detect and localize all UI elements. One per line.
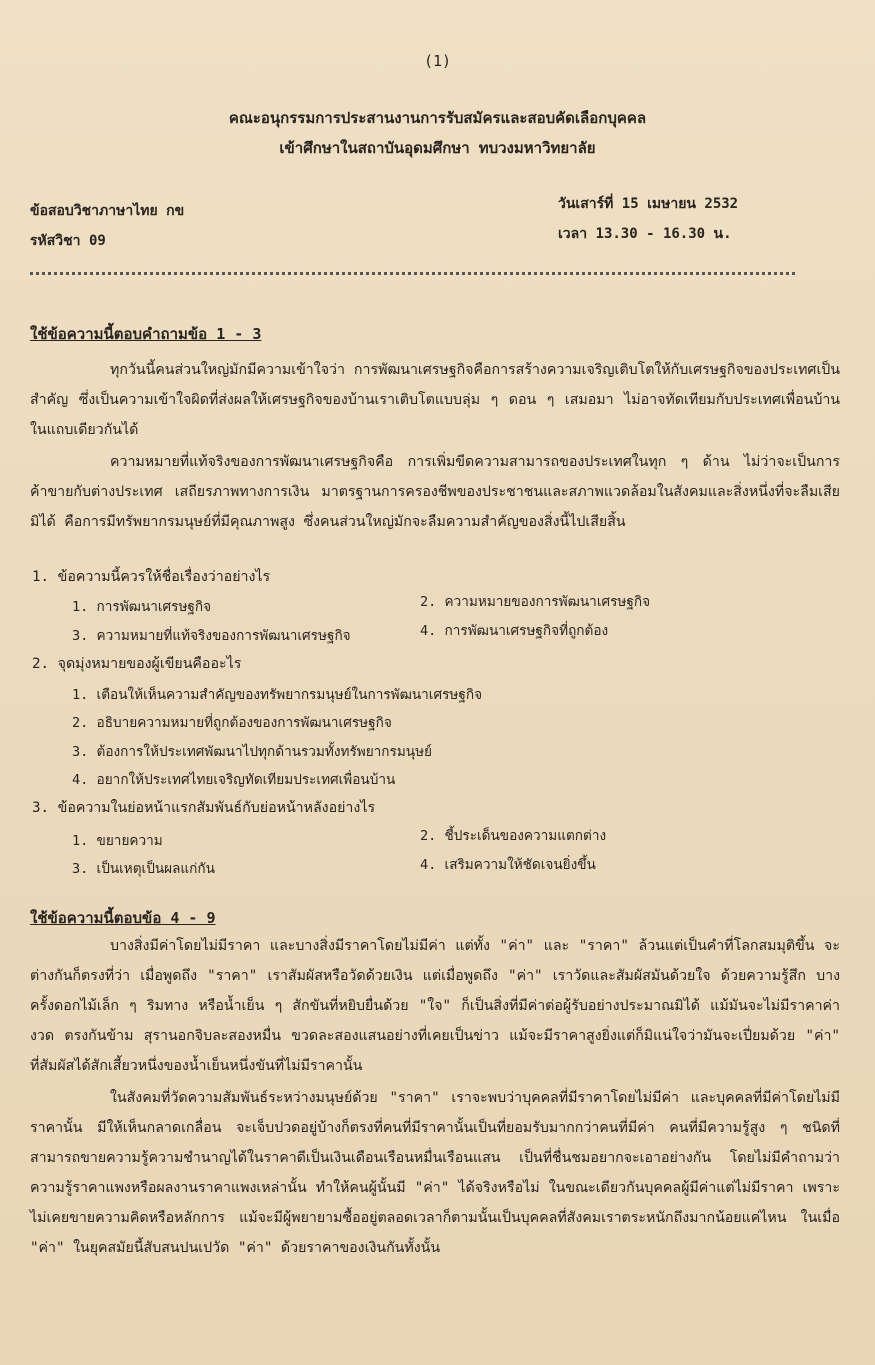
question-2-option-2: 2. อธิบายความหมายที่ถูกต้องของการพัฒนาเศรษฐกิจ: [72, 715, 392, 731]
exam-date: วันเสาร์ที่ 15 เมษายน 2532: [558, 196, 739, 212]
question-3-option-2: 2. ชี้ประเด็นของความแตกต่าง: [420, 828, 607, 844]
passage-1-paragraph-1: ทุกวันนี้คนส่วนใหญ่มักมีความเข้าใจว่า การพัฒนาเศรษฐกิจคือการสร้างความเจริญเติบโตให้กับเศรษฐกิจของประเทศเป็นสำคัญ ซึ่งเป็นความเข้าใจผิดที่ส่งผลให้เศรษฐกิจของบ้านเราเติบโตแบบลุ่ม ๆ ดอน ๆ เสมอมา ไม่อาจทัดเทียมกับประเทศเพื่อนบ้านในแถบเดียวกันได้: [30, 362, 840, 438]
question-1-option-2: 2. ความหมายของการพัฒนาเศรษฐกิจ: [420, 594, 651, 610]
section-2-title: ใช้ข้อความนี้ตอบข้อ 4 - 9: [30, 909, 216, 927]
dotted-divider: [30, 268, 795, 275]
exam-code: รหัสวิชา 09: [30, 233, 106, 249]
page-number: (1): [423, 52, 452, 70]
section-1-title: ใช้ข้อความนี้ตอบคำถามข้อ 1 - 3: [30, 325, 262, 343]
passage-2-paragraph-2: ในสังคมที่วัดความสัมพันธ์ระหว่างมนุษย์ด้วย "ราคา" เราจะพบว่าบุคคลที่มีราคาโดยไม่มีค่า และบุคคลที่มีค่าโดยไม่มีราคานั้น มีให้เห็นกลาดเกลื่อน จะเจ็บปวดอยู่บ้างก็ตรงที่คนที่มีราคานั้นเป็นที่ยอมรับมากกว่าคนที่มีค่า คนที่มีความรู้สูง ๆ ชนิดที่สามารถขายความรู้ความชำนาญได้ในราคาดีเป็นเงินเดือนเรือนหมื่นเรือนแสน เป็นที่ชื่นชมอยากจะเอาอย่างกัน โดยไม่มีคำถามว่าความรู้ราคาแพงหรือผลงานราคาแพงเหล่านั้น ทำให้คนผู้นั้นมี "ค่า" ได้จริงหรือไม่ ในขณะเดียวกันบุคคลผู้มีค่าแต่ไม่มีราคา เพราะไม่เคยขายความคิดหรือหลักการ แม้จะมีผู้พยายามซื้ออยู่ตลอดเวลาก็ตามนั้นเป็นบุคคลที่สังคมเราตระหนักถึงมากน้อยแค่ไหน ในเมื่อ "ค่า" ในยุคสมัยนี้สับสนปนเปวัด "ค่า" ด้วยราคาของเงินกันทั้งนั้น: [30, 1090, 840, 1256]
question-3: 3. ข้อความในย่อหน้าแรกสัมพันธ์กับย่อหน้าหลังอย่างไร: [32, 800, 376, 816]
exam-time: เวลา 13.30 - 16.30 น.: [558, 226, 732, 242]
header-line-1: คณะอนุกรรมการประสานงานการรับสมัครและสอบคัดเลือกบุคคล: [228, 109, 647, 127]
question-3-option-4: 4. เสริมความให้ชัดเจนยิ่งขึ้น: [420, 857, 596, 873]
question-3-option-1: 1. ขยายความ: [72, 833, 163, 849]
passage-1-paragraph-2: ความหมายที่แท้จริงของการพัฒนาเศรษฐกิจคือ การเพิ่มขีดความสามารถของประเทศในทุก ๆ ด้าน ไม่ว่าจะเป็นการค้าขายกับต่างประเทศ เสถียรภาพทางการเงิน มาตรฐานการครองชีพของประชาชนและสภาพแวดล้อมในสังคมและสิ่งหนึ่งที่จะลืมเสียมิได้ คือการมีทรัพยากรมนุษย์ที่มีคุณภาพสูง ซึ่งคนส่วนใหญ่มักจะลืมความสำคัญของสิ่งนี้ไปเสียสิ้น: [30, 454, 840, 530]
question-1: 1. ข้อความนี้ควรให้ชื่อเรื่องว่าอย่างไร: [32, 569, 271, 585]
question-2-option-3: 3. ต้องการให้ประเทศพัฒนาไปทุกด้านรวมทั้งทรัพยากรมนุษย์: [72, 744, 433, 760]
question-2: 2. จุดมุ่งหมายของผู้เขียนคืออะไร: [32, 656, 242, 672]
exam-subject: ข้อสอบวิชาภาษาไทย กข: [30, 203, 185, 219]
passage-2-paragraph-1: บางสิ่งมีค่าโดยไม่มีราคา และบางสิ่งมีราคาโดยไม่มีค่า แต่ทั้ง "ค่า" และ "ราคา" ล้วนแต่เป็นคำที่โลกสมมุติขึ้น จะต่างกันก็ตรงที่ว่า เมื่อพูดถึง "ราคา" เราสัมผัสหรือวัดด้วยเงิน แต่เมื่อพูดถึง "ค่า" เราวัดและสัมผัสมันด้วยใจ ด้วยความรู้สึก บางครั้งดอกไม้เล็ก ๆ ริมทาง หรือน้ำเย็น ๆ สักขันที่หยิบยื่นด้วย "ใจ" ก็เป็นสิ่งที่มีค่าต่อผู้รับอย่างประมาณมิได้ แม้มันจะไม่มีราคาค่างวด ตรงกันข้าม สุรานอกจิบละสองหมื่น ขวดละสองแสนอย่างที่เคยเป็นข่าว แม้จะมีราคาสูงยิ่งแต่ก็มิแน่ใจว่ามันจะเปี่ยมด้วย "ค่า" ที่สัมผัสได้สักเสี้ยวหนึ่งของน้ำเย็นหนึ่งขันที่ไม่มีราคานั้น: [30, 938, 840, 1074]
question-3-option-3: 3. เป็นเหตุเป็นผลแก่กัน: [72, 861, 215, 877]
question-1-option-4: 4. การพัฒนาเศรษฐกิจที่ถูกต้อง: [420, 623, 609, 639]
question-1-option-3: 3. ความหมายที่แท้จริงของการพัฒนาเศรษฐกิจ: [72, 628, 351, 644]
question-2-option-4: 4. อยากให้ประเทศไทยเจริญทัดเทียมประเทศเพื่อนบ้าน: [72, 772, 396, 788]
question-1-option-1: 1. การพัฒนาเศรษฐกิจ: [72, 599, 212, 615]
question-2-option-1: 1. เตือนให้เห็นความสำคัญของทรัพยากรมนุษย์ในการพัฒนาเศรษฐกิจ: [72, 687, 483, 703]
header-line-2: เข้าศึกษาในสถาบันอุดมศึกษา ทบวงมหาวิทยาลัย: [279, 139, 596, 157]
